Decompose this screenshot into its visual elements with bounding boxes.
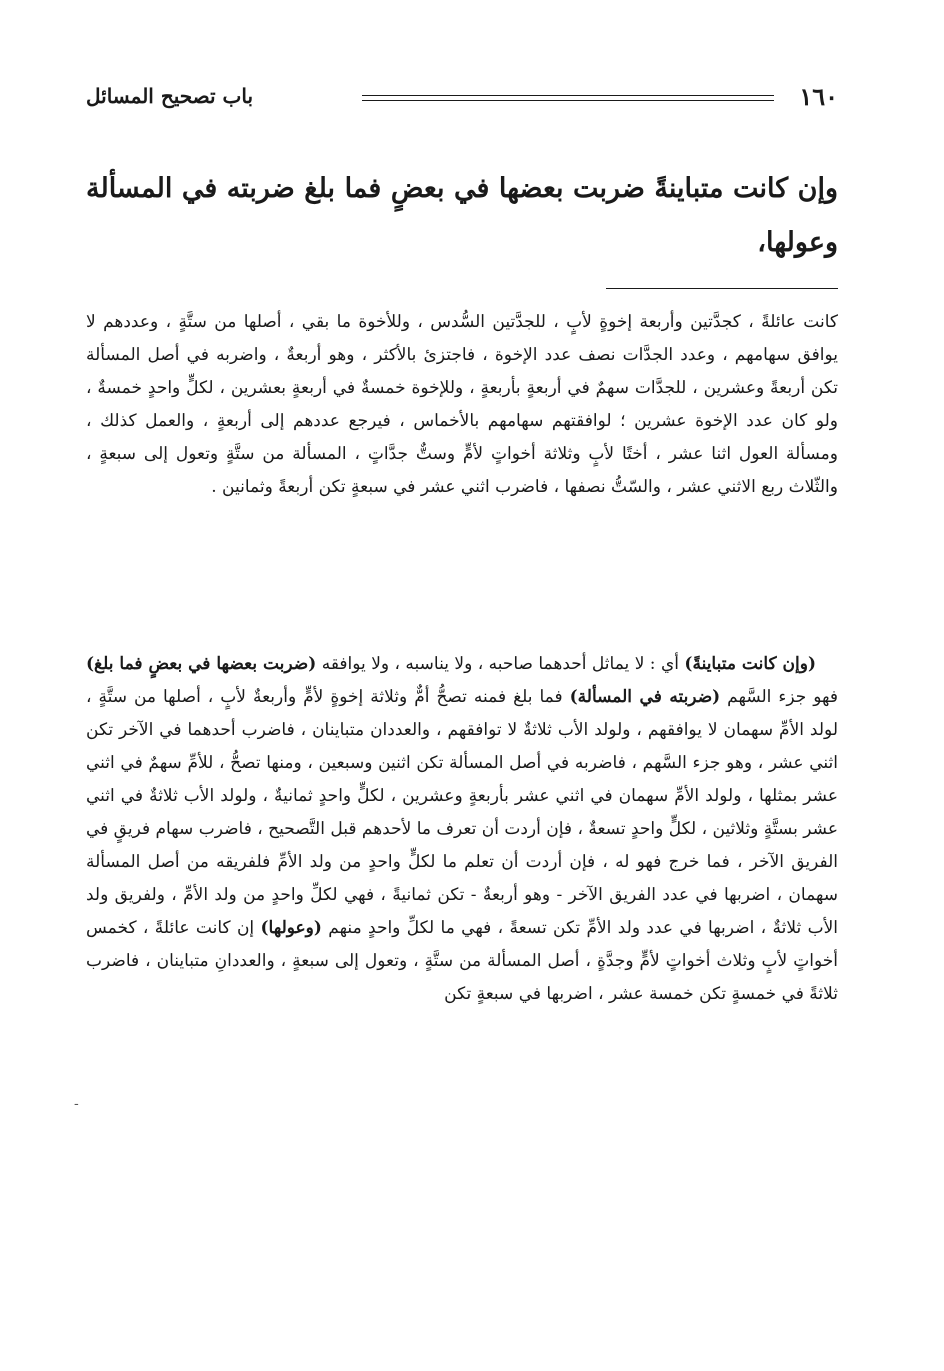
commentary-text [86,648,838,1011]
commentary-body-3: فما بلغ فمنه تصحُّ أمٌّ وثلاثة إخوةٍ لأمٍّ وأربعةٌ لأبٍ ، أصلها من ستَّةٍ ، لولد الأمِّ سهمان لا يوافقهم ، ولولد الأب ثلاثةٌ لا توافقهم ، والعددان متباينان ، فاضرب أحدهما في الآخر تكن اثني عشر ، وهو جزء السَّهم ، فاضربه في أصل المسألة تكن اثنين وسبعين ، ومنها تصحُّ ، للأمِّ سهمٌ في اثني عشر بمثلها ، ولولد الأمِّ سهمان في اثني عشر بأربعةٍ وعشرين ، لكلٍّ واحدٍ ثمانيةٌ ، ولولد الأب ثلاثةٌ في اثني عشر بستَّةٍ وثلاثين ، لكلٍّ واحدٍ تسعةٌ ، فإن أردت أن تعرف ما لأحدهم قبل التَّصحيح ، فاضرب سهام فريقٍ في الفريق الآخر ، فما خرج فهو له ، فإن أردت أن تعلم ما لكلٍّ واحدٍ من ولد الأمِّ فلفريقه من أصل المسألة سهمان ، اضربها في عدد الفريق الآخر - وهو أربعةٌ - تكن ثمانيةً ، فهي لكلِّ واحدٍ من ولد الأمِّ ، ولفريق ولد الأب ثلاثةٌ ، اضربها في عدد ولد الأمِّ تكن تسعةً ، فهي ما لكلِّ واحدٍ منهم [85,687,839,938]
commentary-quote-1: (وإن كانت متباينةً) [684,654,816,674]
page-number: ١٦٠ [799,82,838,111]
chapter-title: باب تصحيح المسائل [86,84,254,108]
footnote-divider [606,288,838,289]
commentary-quote-4: (وعولها) [260,918,322,938]
commentary-quote-2: (ضربت بعضها في بعضٍ فما بلغ) [86,654,317,674]
commentary-body-4: إن كانت عائلةً ، كخمس أخواتٍ لأبٍ وثلاث أخواتٍ لأمٍّ وجدَّةٍ ، أصل المسألة من ستَّةٍ ، وتعول إلى سبعةٍ ، والعددانِ متباينان ، فاضرب ثلاثةً في خمسةٍ تكن خمسة عشر ، اضربها في سبعةٍ تكن [86,918,838,1004]
commentary-body-2: فهو جزء السَّهم [720,687,838,707]
header-divider [362,95,774,101]
page-header [86,78,838,118]
margin-mark: - [74,1096,79,1112]
commentary-quote-3: (ضربته في المسألة) [569,687,721,707]
matn-text: وإن كانت متباينةً ضربت بعضها في بعضٍ فما بلغ ضربته في المسألة وعولها، [86,173,838,258]
footnote-text: كانت عائلةً ، كجدَّتين وأربعة إخوةٍ لأبٍ ، للجدَّتين السُّدس ، وللأخوة ما بقي ، أصلها من ستَّةٍ ، وعددهم لا يوافق سهامهم ، وعدد الجدَّات نصف عدد الإخوة ، فاجتزئ بالأكثر ، وهو أربعةٌ ، واضربه في أصل المسألة تكن أربعةً وعشرين ، للجدَّات سهمٌ في أربعةٍ بأربعةٍ ، وللإخوة خمسةٌ في أربعةٍ بعشرين ، لكلٍّ واحدٍ خمسةٌ ، ولو كان عدد الإخوة عشرين ؛ لوافقتهم سهامهم بالأخماس ، فيرجع عددهم إلى أربعةٍ ، والعمل كذلك ، ومسألة العول اثنا عشر ، أختًا لأبٍ وثلاثة أخواتٍ لأمٍّ وستٌّ جدَّاتٍ ، المسألة من ستَّةٍ وتعول إلى سبعةٍ ، والثّلاث ربع الاثني عشر ، والسّتُّ نصفها ، فاضرب اثني عشر في سبعةٍ تكن أربعةً وثمانين . [86,312,838,497]
commentary-body-1: أي : لا يماثل أحدهما صاحبه ، ولا يناسبه ، ولا يوافقه [316,654,685,674]
